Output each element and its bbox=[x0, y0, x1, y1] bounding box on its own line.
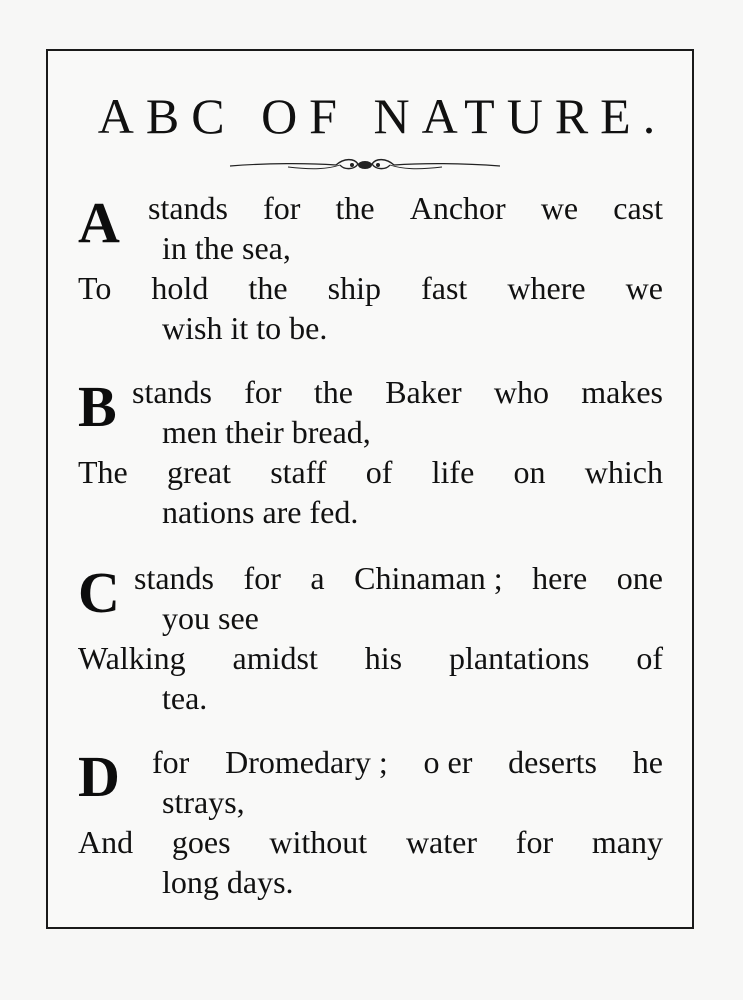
drop-cap: C bbox=[78, 560, 120, 625]
word: fast bbox=[421, 270, 468, 306]
word: goes bbox=[171, 824, 231, 860]
verse-line bbox=[78, 268, 663, 308]
word: Chinaman ; bbox=[354, 560, 503, 596]
verse-line: wish it to be. bbox=[162, 310, 328, 346]
word: staff bbox=[270, 454, 327, 490]
stanza-d bbox=[78, 742, 668, 902]
word: life bbox=[431, 454, 475, 490]
drop-cap: B bbox=[78, 374, 117, 439]
word: for bbox=[152, 744, 190, 780]
word: Walking bbox=[78, 640, 186, 676]
verse-line bbox=[78, 452, 663, 492]
word: Anchor bbox=[409, 190, 506, 226]
verse-line bbox=[134, 558, 663, 598]
word: stands bbox=[134, 560, 214, 596]
verse-line bbox=[78, 822, 663, 862]
word: for bbox=[244, 374, 282, 410]
stanza-b bbox=[78, 372, 668, 532]
word: hold bbox=[151, 270, 209, 306]
word: makes bbox=[581, 374, 663, 410]
verse-line: tea. bbox=[162, 680, 208, 716]
word: water bbox=[405, 824, 477, 860]
word: many bbox=[591, 824, 663, 860]
verse-line bbox=[132, 372, 663, 412]
word: here bbox=[532, 560, 588, 596]
word: of bbox=[365, 454, 393, 490]
word: for bbox=[243, 560, 281, 596]
word: stands bbox=[132, 374, 212, 410]
drop-cap: D bbox=[78, 744, 120, 809]
verse-line bbox=[148, 188, 663, 228]
word: a bbox=[310, 560, 325, 596]
word: And bbox=[78, 824, 134, 860]
word: ship bbox=[327, 270, 381, 306]
verse-line: men their bread, bbox=[162, 414, 371, 450]
word: the bbox=[335, 190, 375, 226]
drop-cap: A bbox=[78, 190, 120, 255]
word: cast bbox=[613, 190, 663, 226]
verse-line bbox=[78, 638, 663, 678]
word: amidst bbox=[232, 640, 318, 676]
verse-line: strays, bbox=[162, 784, 245, 820]
word: Dromedary ; bbox=[225, 744, 388, 780]
word: he bbox=[632, 744, 663, 780]
word: o er bbox=[423, 744, 473, 780]
verse-line bbox=[152, 742, 663, 782]
word: of bbox=[636, 640, 663, 676]
word: plantations bbox=[449, 640, 590, 676]
word: stands bbox=[148, 190, 228, 226]
word: To bbox=[78, 270, 112, 306]
word: we bbox=[540, 190, 579, 226]
word: The bbox=[78, 454, 128, 490]
stanza-a bbox=[78, 188, 668, 348]
word: which bbox=[584, 454, 663, 490]
word: great bbox=[167, 454, 231, 490]
verse-line: long days. bbox=[162, 864, 294, 900]
word: Baker bbox=[385, 374, 462, 410]
word: without bbox=[269, 824, 368, 860]
page-title: ABC OF NATURE. bbox=[97, 88, 668, 144]
word: for bbox=[263, 190, 301, 226]
word: on bbox=[513, 454, 546, 490]
word: for bbox=[515, 824, 554, 860]
verse-line: in the sea, bbox=[162, 230, 291, 266]
word: one bbox=[616, 560, 663, 596]
word: his bbox=[364, 640, 403, 676]
word: deserts bbox=[508, 744, 597, 780]
word: where bbox=[507, 270, 586, 306]
verse-line: nations are fed. bbox=[162, 494, 359, 530]
flourish-ornament-icon bbox=[228, 154, 502, 176]
word: who bbox=[493, 374, 549, 410]
verse-line: you see bbox=[162, 600, 259, 636]
stanza-c bbox=[78, 558, 668, 718]
word: the bbox=[248, 270, 288, 306]
word: the bbox=[313, 374, 353, 410]
word: we bbox=[625, 270, 663, 306]
